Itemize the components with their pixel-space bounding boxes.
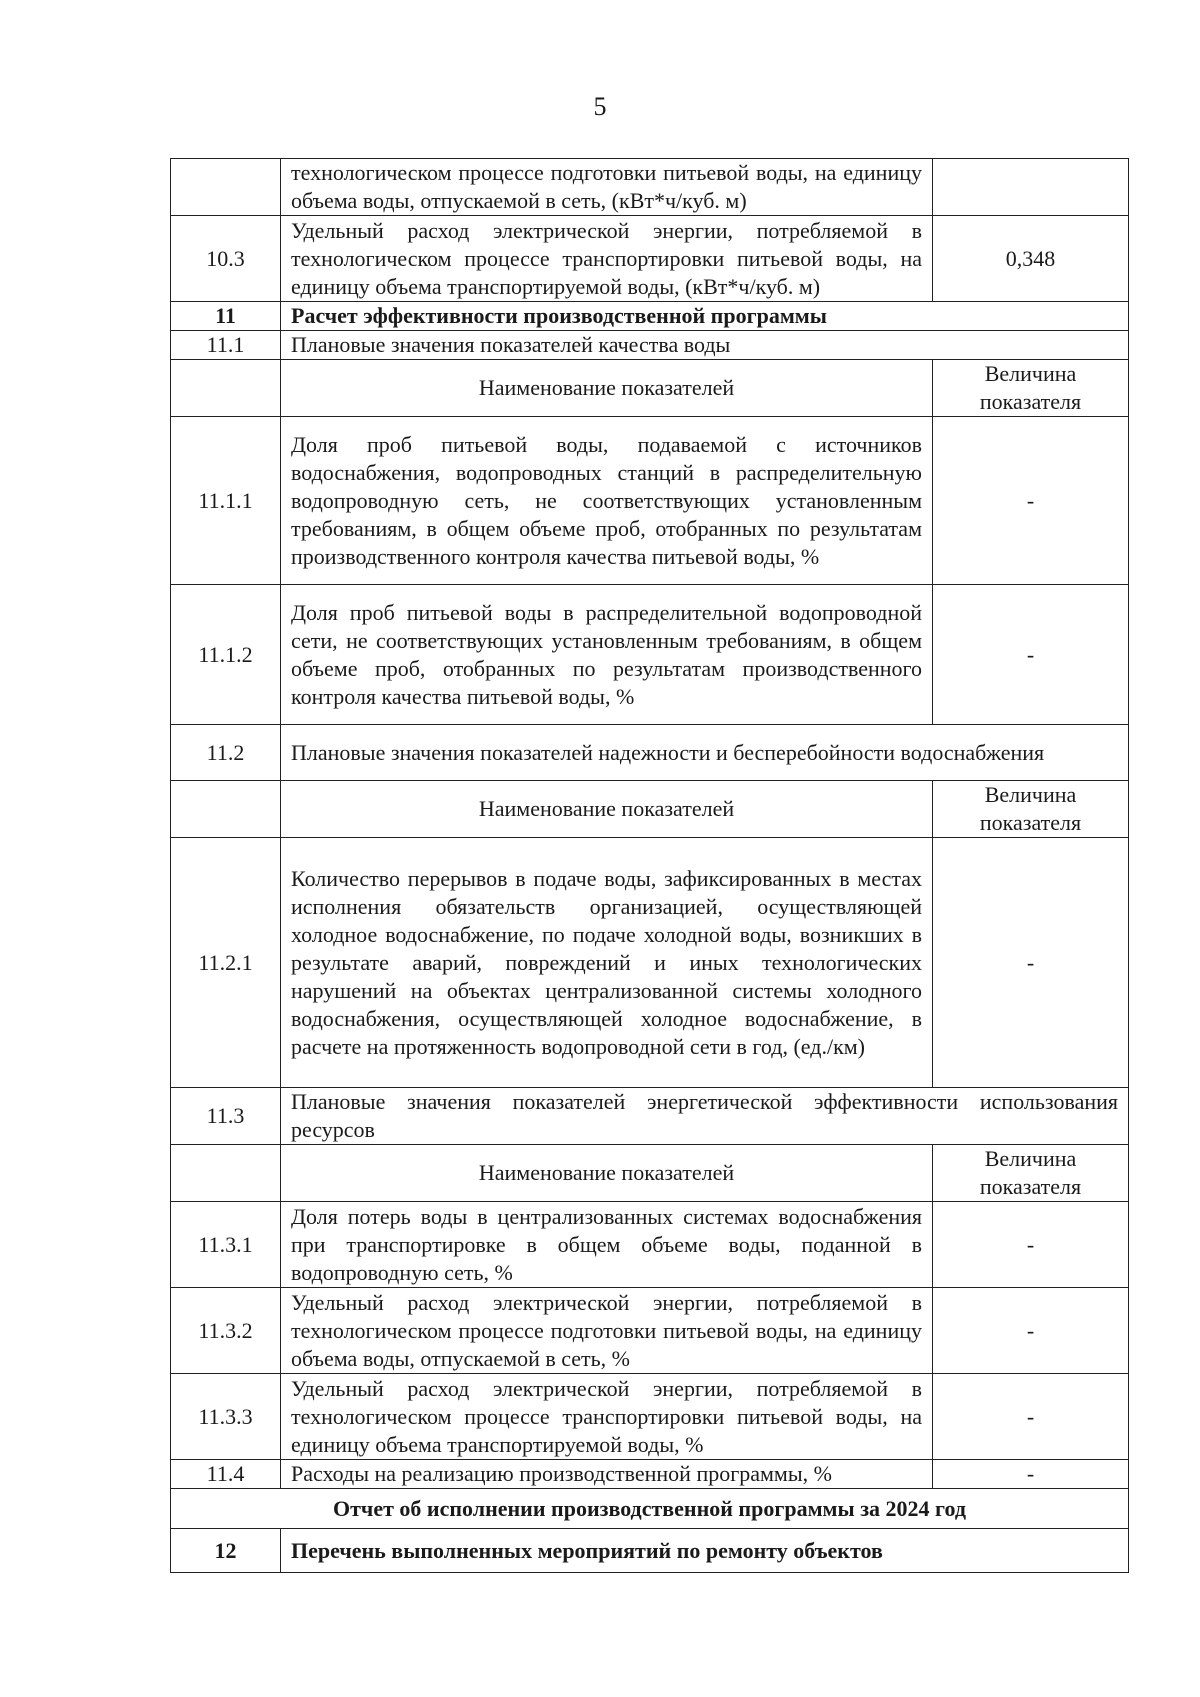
table-row: [171, 1288, 1129, 1374]
empty-cell: [171, 781, 281, 838]
indicator-value: -: [933, 585, 1129, 725]
indicator-description: Доля потерь воды в централизованных системах водоснабжения при транспортировке в общем объеме воды, поданной в водопроводную сеть, %: [281, 1202, 933, 1288]
table-header-row: [171, 781, 1129, 838]
column-header-value: Величина показателя: [933, 781, 1129, 838]
row-number: 11.1.1: [171, 417, 281, 585]
table-row: [171, 1088, 1129, 1145]
section-title: Расчет эффективности производственной программы: [281, 302, 1129, 331]
empty-cell: [171, 360, 281, 417]
row-number: 11.2.1: [171, 838, 281, 1088]
table-row: [171, 1202, 1129, 1288]
row-number: 11.3.2: [171, 1288, 281, 1374]
indicator-value: [933, 159, 1129, 216]
row-number: 11.1.2: [171, 585, 281, 725]
indicator-value: 0,348: [933, 216, 1129, 302]
row-number: 10.3: [171, 216, 281, 302]
indicator-value: -: [933, 1202, 1129, 1288]
table-row: [171, 216, 1129, 302]
table-row: [171, 1529, 1129, 1573]
table-row: [171, 302, 1129, 331]
row-number: 11.2: [171, 725, 281, 781]
row-number: 11.3: [171, 1088, 281, 1145]
page-number: 5: [593, 92, 607, 121]
indicator-description: Доля проб питьевой воды в распределительной водопроводной сети, не соответствующих установленным требованиям, в общем объеме проб, отобранных по результатам производственного контроля качества питьевой воды, %: [281, 585, 933, 725]
table-row: [171, 417, 1129, 585]
indicator-description: Расходы на реализацию производственной программы, %: [281, 1460, 933, 1489]
column-header-name: Наименование показателей: [281, 1145, 933, 1202]
column-header-value: Величина показателя: [933, 1145, 1129, 1202]
indicator-description: Удельный расход электрической энергии, потребляемой в технологическом процессе транспортировки питьевой воды, на единицу объема транспортируемой воды, (кВт*ч/куб. м): [281, 216, 933, 302]
section-title: Перечень выполненных мероприятий по ремонту объектов: [281, 1529, 1129, 1573]
table-row: [171, 585, 1129, 725]
row-number: [171, 159, 281, 216]
indicator-value: -: [933, 417, 1129, 585]
indicator-description: технологическом процессе подготовки питьевой воды, на единицу объема воды, отпускаемой в сеть, (кВт*ч/куб. м): [281, 159, 933, 216]
indicator-value: -: [933, 1460, 1129, 1489]
section-number: 11: [171, 302, 281, 331]
table-row: [171, 1489, 1129, 1529]
empty-cell: [171, 1145, 281, 1202]
table-header-row: [171, 360, 1129, 417]
indicator-description: Количество перерывов в подаче воды, зафиксированных в местах исполнения обязательств организацией, осуществляющей холодное водоснабжение, по подаче холодной воды, возникших в результате аварий, повреждений и иных технологических нарушений на объектах централизованной системы холодного водоснабжения, осуществляющей холодное водоснабжение, в расчете на протяженность водопроводной сети в год, (ед./км): [281, 838, 933, 1088]
indicator-value: -: [933, 1288, 1129, 1374]
subsection-title: Плановые значения показателей надежности и бесперебойности водоснабжения: [281, 725, 1129, 781]
indicators-table: [170, 158, 1129, 1573]
indicator-value: -: [933, 1374, 1129, 1460]
report-section-title: Отчет об исполнении производственной программы за 2024 год: [171, 1489, 1129, 1529]
row-number: 11.4: [171, 1460, 281, 1489]
indicator-description: Доля проб питьевой воды, подаваемой с источников водоснабжения, водопроводных станций в распределительную водопроводную сеть, не соответствующих установленным требованиям, в общем объеме проб, отобранных по результатам производственного контроля качества питьевой воды, %: [281, 417, 933, 585]
table-header-row: [171, 1145, 1129, 1202]
indicator-value: -: [933, 838, 1129, 1088]
indicator-description: Удельный расход электрической энергии, потребляемой в технологическом процессе подготовки питьевой воды, на единицу объема воды, отпускаемой в сеть, %: [281, 1288, 933, 1374]
row-number: 11.3.3: [171, 1374, 281, 1460]
column-header-name: Наименование показателей: [281, 360, 933, 417]
table-row: [171, 725, 1129, 781]
table-row: [171, 1374, 1129, 1460]
column-header-name: Наименование показателей: [281, 781, 933, 838]
row-number: 11.1: [171, 331, 281, 360]
subsection-title: Плановые значения показателей энергетической эффективности использования ресурсов: [281, 1088, 1129, 1145]
table-row: [171, 159, 1129, 216]
row-number: 11.3.1: [171, 1202, 281, 1288]
table-row: [171, 1460, 1129, 1489]
subsection-title: Плановые значения показателей качества воды: [281, 331, 1129, 360]
column-header-value: Величина показателя: [933, 360, 1129, 417]
table-row: [171, 838, 1129, 1088]
indicator-description: Удельный расход электрической энергии, потребляемой в технологическом процессе транспортировки питьевой воды, на единицу объема транспортируемой воды, %: [281, 1374, 933, 1460]
section-number: 12: [171, 1529, 281, 1573]
table-row: [171, 331, 1129, 360]
